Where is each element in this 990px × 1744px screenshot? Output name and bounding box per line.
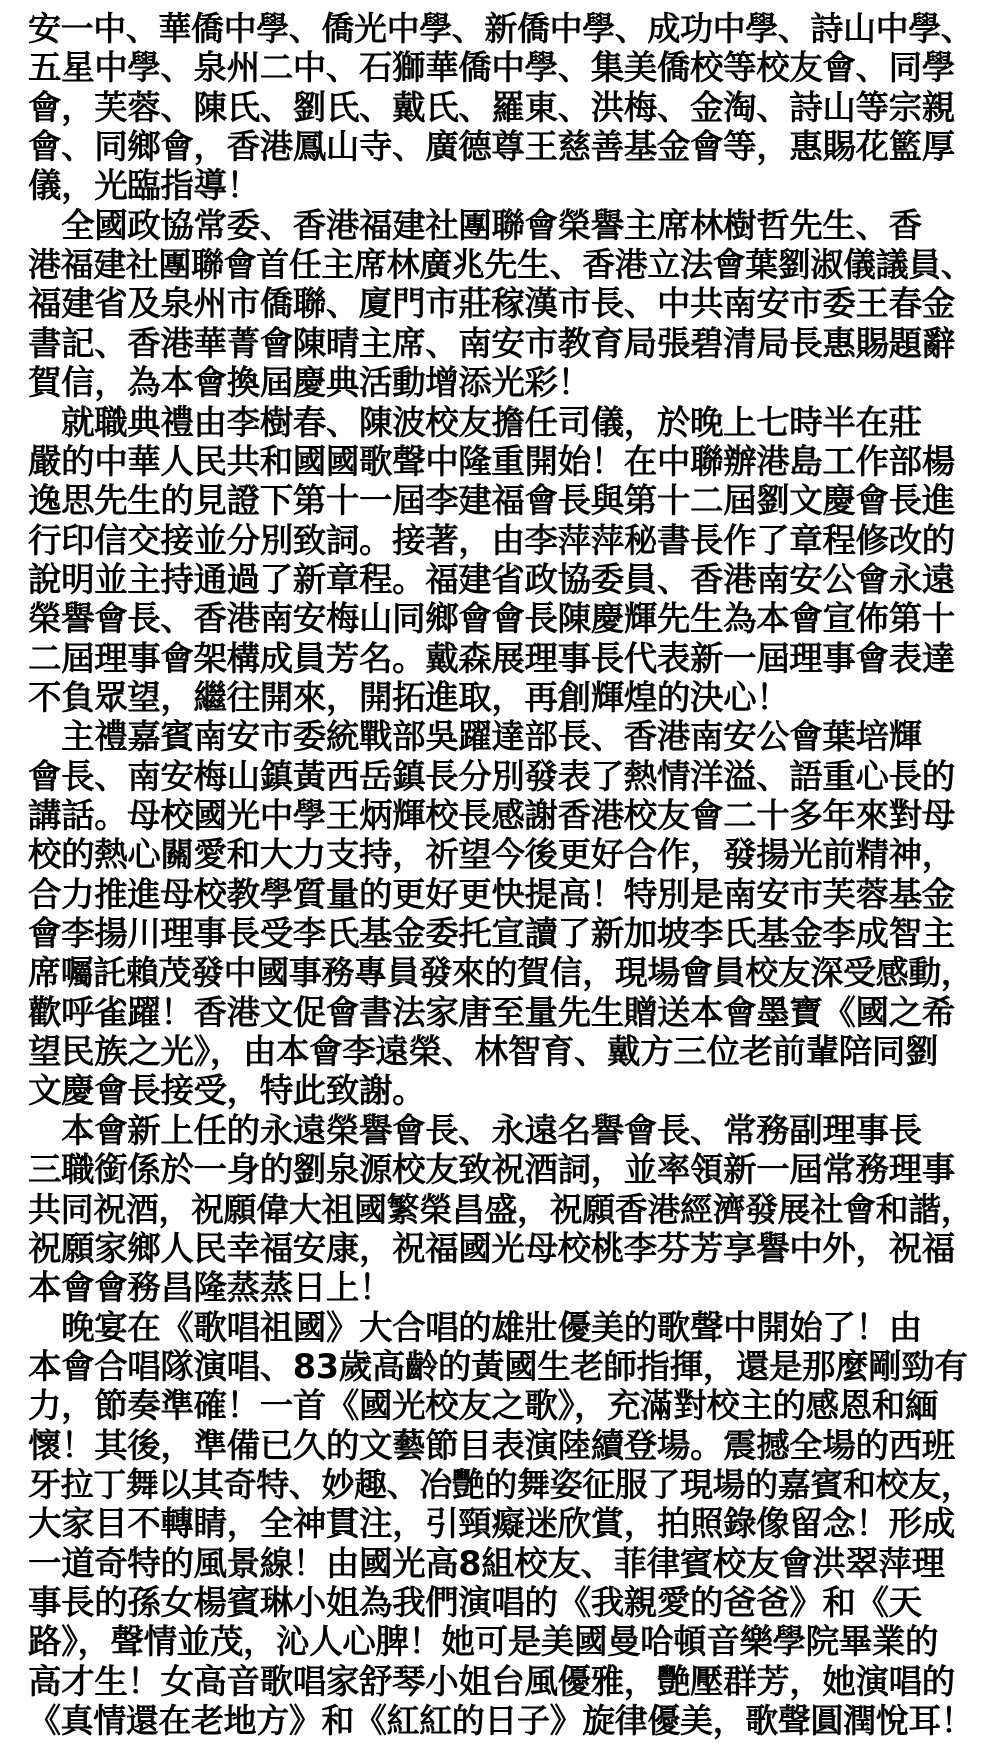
text-line: 賀信，為本會換屆慶典活動增添光彩！ bbox=[28, 363, 591, 403]
text-line: 一道奇特的風景線！由國光高8組校友、菲律賓校友會洪翠萍理 bbox=[28, 1543, 945, 1583]
text-line: 會李揚川理事長受李氏基金委托宣讀了新加坡李氏基金李成智主 bbox=[28, 914, 955, 954]
text-line: 二屆理事會架構成員芳名。戴森展理事長代表新一屆理事會表達 bbox=[28, 638, 955, 678]
text-line: 嚴的中華人民共和國國歌聲中隆重開始！在中聯辦港島工作部楊 bbox=[28, 441, 955, 481]
text-line: 會、同鄉會，香港鳳山寺、廣德尊王慈善基金會等，惠賜花籃厚 bbox=[28, 127, 955, 167]
text-line: 說明並主持通過了新章程。福建省政協委員、香港南安公會永遠 bbox=[28, 559, 955, 599]
text-line: 懷！其後，準備已久的文藝節目表演陸續登場。震撼全場的西班 bbox=[28, 1425, 955, 1465]
text-line: 港福建社團聯會首任主席林廣兆先生、香港立法會葉劉淑儀議員、 bbox=[28, 245, 974, 285]
text-line: 合力推進母校教學質量的更好更快提高！特別是南安市芙蓉基金 bbox=[28, 874, 955, 914]
text-line: 高才生！女高音歌唱家舒琴小姐台風優雅，艷壓群芳，她演唱的 bbox=[28, 1661, 955, 1701]
text-line: 逸思先生的見證下第十一屆李建福會長與第十二屆劉文慶會長進 bbox=[28, 481, 955, 521]
text-line: 事長的孫女楊賓琳小姐為我們演唱的《我親愛的爸爸》和《天 bbox=[28, 1583, 922, 1622]
text-line: 本會會務昌隆蒸蒸日上！ bbox=[28, 1268, 393, 1308]
text-line: 榮譽會長、香港南安梅山同鄉會會長陳慶輝先生為本會宣佈第十 bbox=[28, 599, 955, 639]
text-line: 席囑託賴茂發中國事務專員發來的賀信，現場會員校友深受感動， bbox=[28, 953, 974, 993]
text-line: 本會新上任的永遠榮譽會長、永遠名譽會長、常務副理事長 bbox=[28, 1110, 922, 1150]
text-line: 大家目不轉睛，全神貫注，引頸癡迷欣賞，拍照錄像留念！形成 bbox=[28, 1504, 955, 1544]
text-line: 主禮嘉賓南安市委統戰部吳躍達部長、香港南安公會葉培輝 bbox=[28, 717, 922, 757]
text-line: 晚宴在《歌唱祖國》大合唱的雄壯優美的歌聲中開始了！由 bbox=[28, 1307, 922, 1347]
text-line: 文慶會長接受，特此致謝。 bbox=[28, 1071, 426, 1111]
text-line: 祝願家鄉人民幸福安康，祝福國光母校桃李芬芳享譽中外，祝福 bbox=[28, 1228, 955, 1268]
text-line: 望民族之光》，由本會李遠榮、林智育、戴方三位老前輩陪同劉 bbox=[28, 1032, 939, 1072]
text-line: 五星中學、泉州二中、石獅華僑中學、集美僑校等校友會、同學 bbox=[28, 48, 955, 88]
text-line: 全國政協常委、香港福建社團聯會榮譽主席林樹哲先生、香 bbox=[28, 205, 922, 245]
text-line: 路》，聲情並茂，沁人心脾！她可是美國曼哈頓音樂學院畢業的 bbox=[28, 1622, 939, 1662]
text-line: 行印信交接並分別致詞。接著，由李萍萍秘書長作了章程修改的 bbox=[28, 520, 955, 560]
text-line: 牙拉丁舞以其奇特、妙趣、冶艷的舞姿征服了現場的嘉賓和校友， bbox=[28, 1464, 974, 1504]
text-line: 歡呼雀躍！香港文促會書法家唐至量先生贈送本會墨寶《國之希 bbox=[28, 992, 955, 1032]
text-line: 安一中、華僑中學、僑光中學、新僑中學、成功中學、詩山中學、 bbox=[28, 9, 974, 48]
text-line: 福建省及泉州市僑聯、廈門市莊稼漢市長、中共南安市委王春金 bbox=[28, 284, 955, 324]
text-line: 講話。母校國光中學王炳輝校長感謝香港校友會二十多年來對母 bbox=[28, 796, 955, 835]
text-line: 本會合唱隊演唱、83歲高齡的黃國生老師指揮，還是那麼剛勁有 bbox=[28, 1346, 968, 1386]
text-line: 力，節奏準確！一首《國光校友之歌》，充滿對校主的感恩和緬 bbox=[28, 1386, 939, 1426]
text-line: 書記、香港華菁會陳晴主席、南安市教育局張碧清局長惠賜題辭 bbox=[28, 323, 955, 363]
text-line: 校的熱心關愛和大力支持，祈望今後更好合作，發揚光前精神， bbox=[28, 835, 955, 875]
text-line: 《真情還在老地方》和《紅紅的日子》旋律優美，歌聲圓潤悅耳！ bbox=[28, 1701, 974, 1741]
text-line: 不負眾望，繼往開來，開拓進取，再創輝煌的決心！ bbox=[28, 677, 790, 717]
text-line: 儀，光臨指導！ bbox=[28, 166, 260, 206]
text-line: 共同祝酒，祝願偉大祖國繁榮昌盛，祝願香港經濟發展社會和諧， bbox=[28, 1189, 974, 1229]
text-line: 會長、南安梅山鎮黃西岳鎮長分別發表了熱情洋溢、語重心長的 bbox=[28, 756, 955, 796]
text-line: 就職典禮由李樹春、陳波校友擔任司儀，於晚上七時半在莊 bbox=[28, 402, 922, 442]
text-line: 會，芙蓉、陳氏、劉氏、戴氏、羅東、洪梅、金淘、詩山等宗親 bbox=[28, 87, 955, 127]
text-line: 三職銜係於一身的劉泉源校友致祝酒詞，並率領新一屆常務理事 bbox=[28, 1150, 955, 1190]
